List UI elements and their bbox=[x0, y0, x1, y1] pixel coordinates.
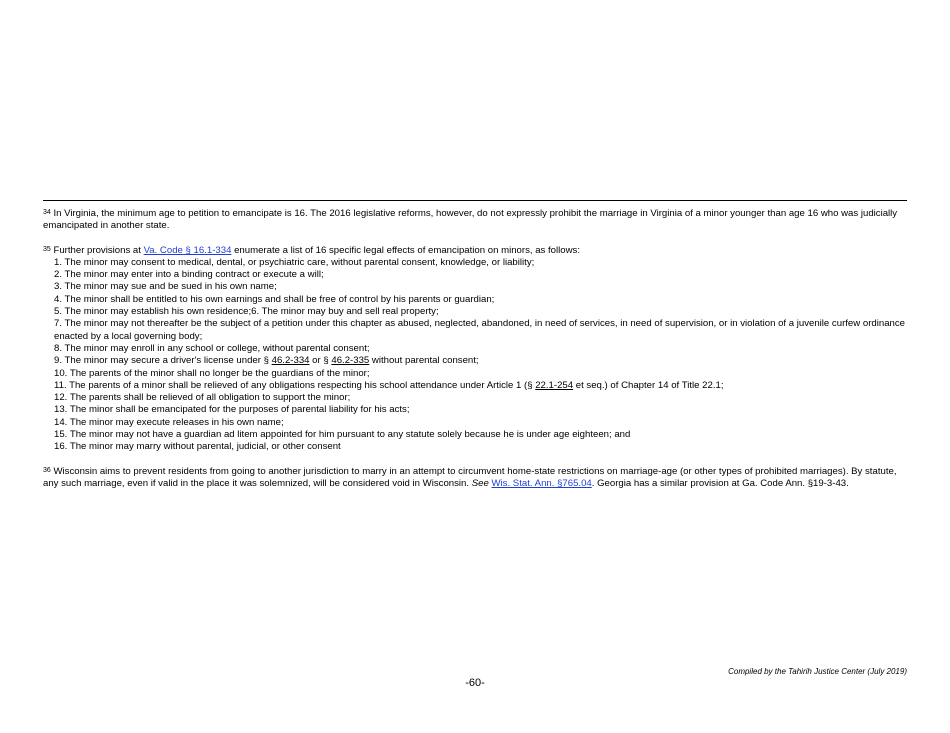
list-item-text: without parental consent; bbox=[369, 355, 479, 367]
list-item: 10. The parents of the minor shall no longer be the guardians of the minor; bbox=[54, 367, 370, 379]
list-item-text: or § bbox=[309, 355, 332, 367]
list-item: 12. The parents shall be relieved of all obligation to support the minor; bbox=[54, 392, 351, 404]
list-item: 14. The minor may execute releases in his own name; bbox=[54, 416, 284, 428]
footnote-text: In Virginia, the minimum age to petition to emancipate is 16. The 2016 legislative reforms, however, do not expressly prohibit the marriage in Virginia of a minor younger than age 16 who was judicially emancipated in another state. bbox=[43, 208, 898, 232]
compiled-by-credit: Compiled by the Tahirih Justice Center (July 2019) bbox=[728, 667, 907, 676]
list-item: 5. The minor may establish his own residence;6. The minor may buy and sell real property; bbox=[54, 306, 439, 318]
list-item bbox=[43, 355, 907, 367]
list-item-text: 11. The parents of a minor shall be relieved of any obligations respecting his school attendance under Article 1 (§ bbox=[54, 379, 536, 391]
list-item: 8. The minor may enroll in any school or college, without parental consent; bbox=[54, 342, 370, 354]
footnote-text: Wisconsin aims to prevent residents from going to another jurisdiction to marry in an attempt to circumvent home-state restrictions on marriage-age (or other types of prohibited marriages). By statute, any such marriage, even if valid in the place it was solemnized, will be considered void in Wisconsin. bbox=[43, 465, 897, 489]
page-number: -60- bbox=[465, 677, 485, 689]
footnote-text: . Georgia has a similar provision at Ga. Code Ann. §19-3-43. bbox=[591, 477, 849, 489]
see-signal: See bbox=[471, 477, 489, 489]
footnote-35 bbox=[43, 245, 907, 454]
wis-stat-765-04-link[interactable]: Wis. Stat. Ann. §765.04 bbox=[491, 477, 592, 489]
footnote-marker: 36 bbox=[43, 466, 51, 474]
footnote-marker: 35 bbox=[43, 245, 51, 253]
list-item: 3. The minor may sue and be sued in his own name; bbox=[54, 281, 277, 293]
list-item bbox=[43, 380, 907, 392]
footnote-text: Further provisions at bbox=[50, 244, 144, 256]
list-item-text: 9. The minor may secure a driver's license under § bbox=[54, 355, 272, 367]
list-item: 15. The minor may not have a guardian ad litem appointed for him pursuant to any statute solely because he is under age eighteen; and bbox=[54, 429, 631, 441]
footnote-separator-rule bbox=[43, 200, 907, 201]
list-item-text: et seq.) of Chapter 14 of Title 22.1; bbox=[573, 379, 724, 391]
emancipation-effects-list bbox=[43, 257, 907, 454]
footnote-36 bbox=[43, 466, 907, 491]
list-item: 1. The minor may consent to medical, dental, or psychiatric care, without parental consent, knowledge, or liability; bbox=[54, 256, 535, 268]
statute-ref-46-2-334: 46.2-334 bbox=[271, 355, 310, 367]
footnote-text: enumerate a list of 16 specific legal effects of emancipation on minors, as follows: bbox=[231, 244, 580, 256]
footnote-intro bbox=[43, 245, 907, 257]
list-item: 13. The minor shall be emancipated for the purposes of parental liability for his acts; bbox=[54, 404, 410, 416]
list-item: 16. The minor may marry without parental, judicial, or other consent bbox=[54, 441, 341, 453]
footnote-marker: 34 bbox=[43, 209, 51, 216]
va-code-16-1-334-link[interactable]: Va. Code § 16.1-334 bbox=[143, 244, 232, 256]
footnote-34 bbox=[43, 208, 907, 233]
footnotes-section bbox=[43, 208, 907, 490]
list-item: 7. The minor may not thereafter be the subject of a petition under this chapter as abused, neglected, abandoned, in need of services, in need of supervision, or in violation of a juvenile curfew ordinance enacted by a local governing body; bbox=[54, 318, 905, 342]
list-item: 4. The minor shall be entitled to his own earnings and shall be free of control by his parents or guardian; bbox=[54, 293, 495, 305]
statute-ref-22-1-254: 22.1-254 bbox=[535, 379, 574, 391]
list-item: 2. The minor may enter into a binding contract or execute a will; bbox=[54, 269, 324, 281]
statute-ref-46-2-335: 46.2-335 bbox=[331, 355, 370, 367]
